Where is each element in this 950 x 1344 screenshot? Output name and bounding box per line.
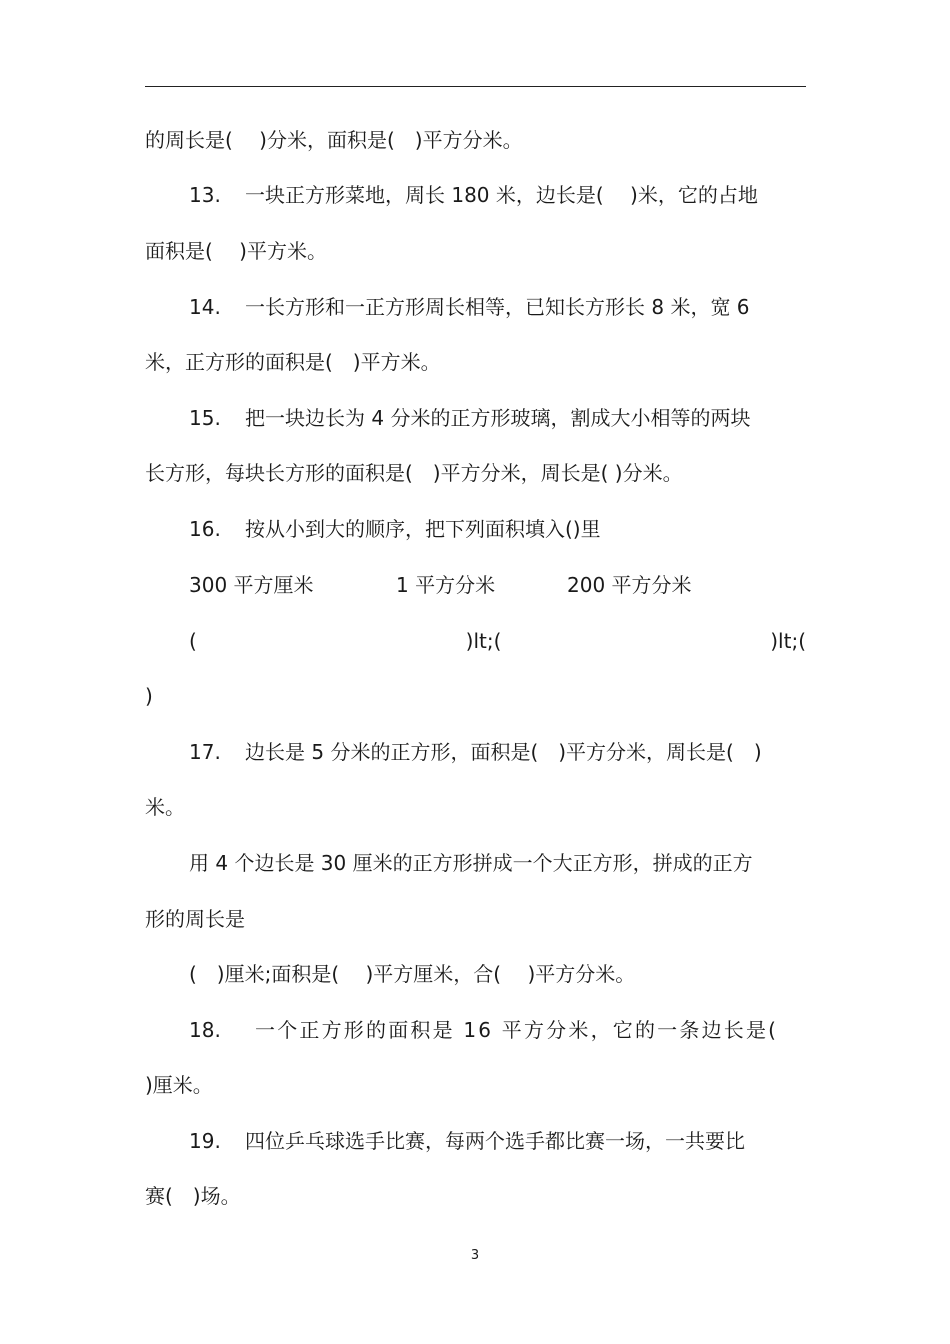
extra-question-text: 用 4 个边长是 30 厘米的正方形拼成一个大正方形，拼成的正方 bbox=[189, 851, 753, 875]
question-18-number: 18. bbox=[189, 1018, 221, 1042]
question-19-text: 四位乒乓球选手比赛，每两个选手都比赛一场，一共要比 bbox=[245, 1129, 745, 1153]
header-rule bbox=[145, 86, 806, 87]
question-19 bbox=[189, 1127, 806, 1155]
question-14-text-cont: 米，正方形的面积是( )平方米。 bbox=[145, 350, 441, 374]
area-item: 200 平方分米 bbox=[567, 573, 692, 597]
continuation-line bbox=[145, 126, 806, 154]
question-13-text-cont: 面积是( )平方米。 bbox=[145, 239, 327, 263]
answer-blank: ( bbox=[189, 629, 197, 653]
question-19-text-cont: 赛( )场。 bbox=[145, 1184, 241, 1208]
answer-blank: )lt;( bbox=[770, 629, 806, 653]
extra-question-answer bbox=[189, 960, 806, 988]
question-15 bbox=[189, 404, 806, 432]
question-15-text: 把一块边长为 4 分米的正方形玻璃，割成大小相等的两块 bbox=[245, 406, 751, 430]
question-13-number: 13. bbox=[189, 183, 221, 207]
question-17-number: 17. bbox=[189, 740, 221, 764]
extra-question bbox=[189, 849, 806, 877]
page-number: 3 bbox=[470, 1248, 480, 1263]
question-16-text: 按从小到大的顺序，把下列面积填入()里 bbox=[245, 517, 601, 541]
question-16-blanks-cont bbox=[145, 682, 806, 710]
question-14-number: 14. bbox=[189, 295, 221, 319]
question-18 bbox=[189, 1016, 806, 1044]
area-item: 300 平方厘米 bbox=[189, 573, 314, 597]
question-15-cont bbox=[145, 459, 806, 487]
question-17-cont bbox=[145, 793, 806, 821]
question-14 bbox=[189, 293, 806, 321]
question-19-cont bbox=[145, 1182, 806, 1210]
question-16-areas bbox=[189, 571, 806, 599]
question-18-text: 一个正方形的面积是 16 平方分米，它的一条边长是( bbox=[255, 1018, 779, 1042]
question-15-number: 15. bbox=[189, 406, 221, 430]
extra-question-cont bbox=[145, 905, 806, 933]
question-13 bbox=[189, 181, 806, 209]
question-14-text: 一长方形和一正方形周长相等，已知长方形长 8 米，宽 6 bbox=[245, 295, 750, 319]
question-13-cont bbox=[145, 237, 806, 265]
continuation-text: 的周长是( )分米，面积是( )平方分米。 bbox=[145, 128, 523, 152]
question-16 bbox=[189, 515, 806, 543]
question-17-text: 边长是 5 分米的正方形，面积是( )平方分米，周长是( ) bbox=[245, 740, 762, 764]
extra-question-text-cont: 形的周长是 bbox=[145, 907, 245, 931]
question-14-cont bbox=[145, 348, 806, 376]
question-16-number: 16. bbox=[189, 517, 221, 541]
area-item: 1 平方分米 bbox=[396, 573, 496, 597]
question-15-text-cont: 长方形，每块长方形的面积是( )平方分米，周长是( )分米。 bbox=[145, 461, 683, 485]
answer-blank: ) bbox=[145, 684, 153, 708]
question-13-text: 一块正方形菜地，周长 180 米，边长是( )米，它的占地 bbox=[245, 183, 758, 207]
question-18-text-cont: )厘米。 bbox=[145, 1073, 213, 1097]
question-18-cont bbox=[145, 1071, 806, 1099]
answer-blank: )lt;( bbox=[465, 629, 502, 653]
question-19-number: 19. bbox=[189, 1129, 221, 1153]
extra-question-answer-text: ( )厘米;面积是( )平方厘米，合( )平方分米。 bbox=[189, 962, 636, 986]
question-16-blanks bbox=[189, 627, 806, 655]
question-17 bbox=[189, 738, 806, 766]
question-17-text-cont: 米。 bbox=[145, 795, 185, 819]
